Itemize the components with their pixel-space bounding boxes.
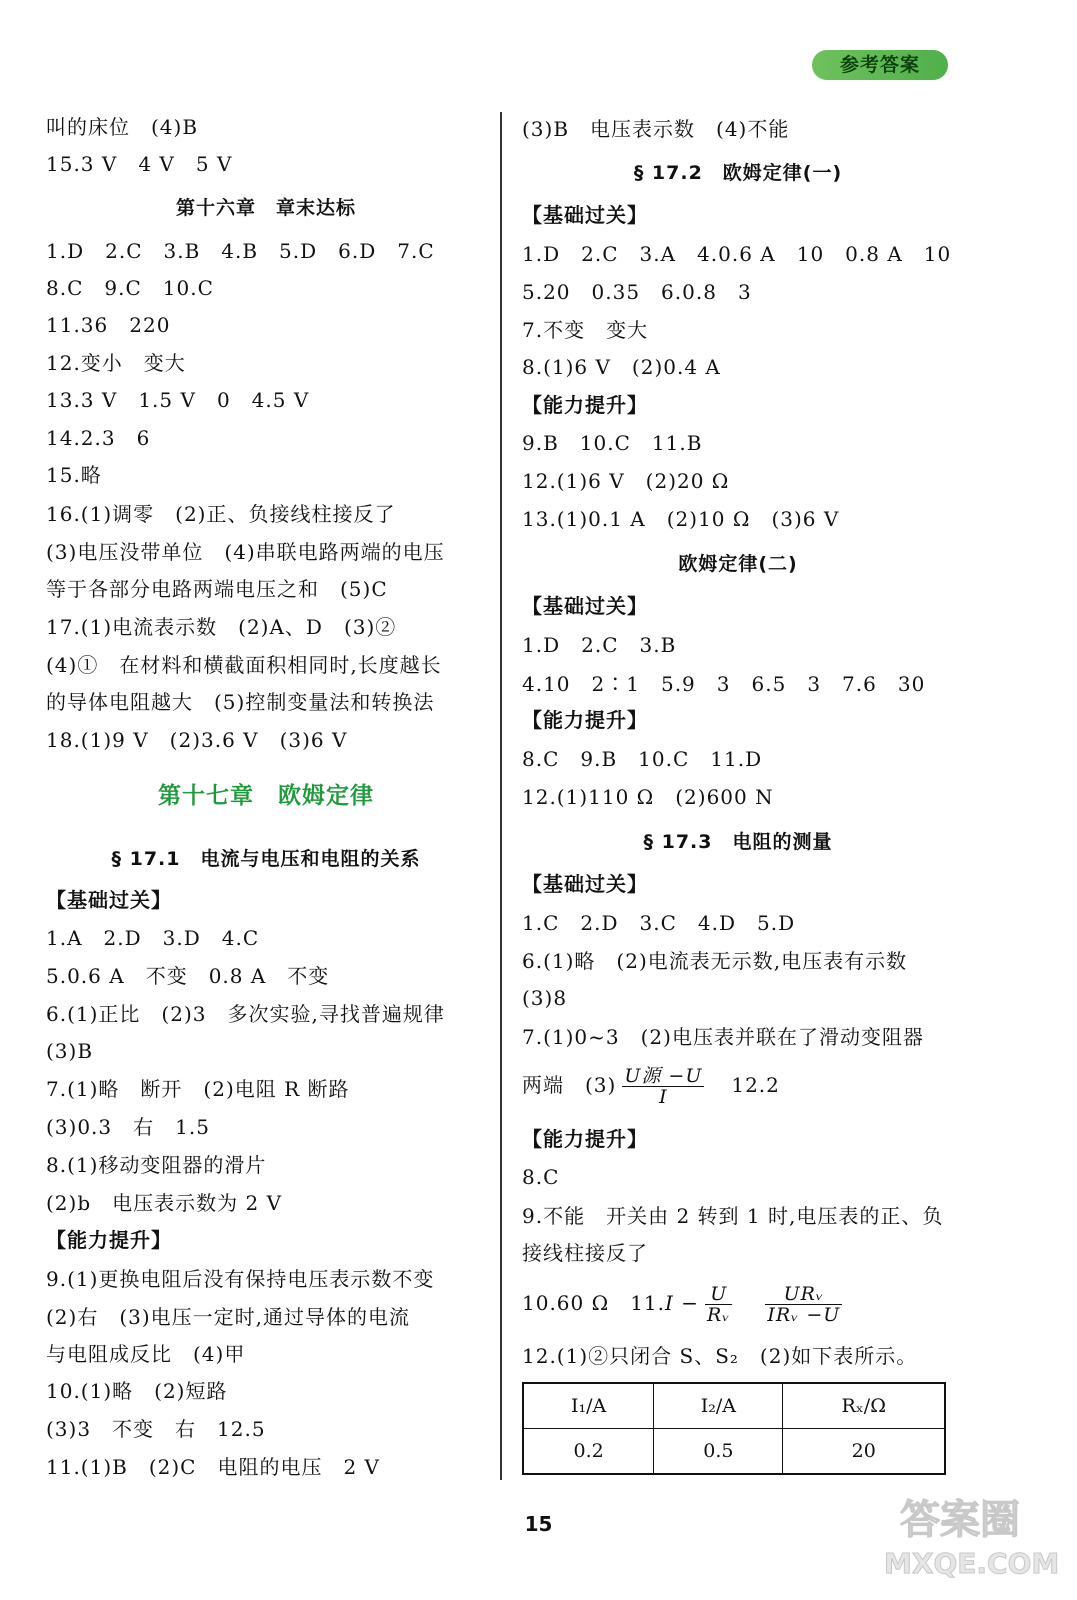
chapter16-review-heading: 第十六章 章末达标: [175, 197, 356, 219]
fraction: [622, 1066, 704, 1107]
answer-key-badge: 参考答案: [812, 50, 948, 80]
answer-line: 8.C 9.C 10.C: [46, 276, 214, 300]
watermark-text-bottom: MXQE.COM: [884, 1547, 1060, 1580]
answer-line: (4)① 在材料和横截面积相同时,长度越长: [46, 653, 442, 677]
table-header-i2: I₂/A: [654, 1383, 783, 1429]
answer-line: (2)b 电压表示数为 2 V: [46, 1191, 283, 1215]
answer-line: 叫的床位 (4)B: [46, 115, 199, 139]
advanced-section-label: 【能力提升】: [46, 1228, 172, 1252]
advanced-section-label: 【能力提升】: [522, 393, 648, 417]
answer-line: 13.3 V 1.5 V 0 4.5 V: [46, 388, 310, 412]
answer-line: 8.(1)移动变阻器的滑片: [46, 1153, 267, 1177]
answer-line: (3)B: [46, 1039, 94, 1063]
formula-line-11: [522, 1280, 848, 1326]
answer-line: 12.(1)②只闭合 S、S₂ (2)如下表所示。: [522, 1344, 918, 1368]
answer-line: 10.(1)略 (2)短路: [46, 1379, 228, 1403]
fraction-denominator: Rᵥ: [707, 1304, 731, 1326]
answer-line: 13.(1)0.1 A (2)10 Ω (3)6 V: [522, 507, 840, 531]
answer-line: (3)电压没带单位 (4)串联电路两端的电压: [46, 540, 445, 564]
answer-line: 1.C 2.D 3.C 4.D 5.D: [522, 911, 796, 935]
answer-line: 15.3 V 4 V 5 V: [46, 152, 233, 176]
answer-line: 8.(1)6 V (2)0.4 A: [522, 355, 721, 379]
answer-line: 的导体电阻越大 (5)控制变量法和转换法: [46, 690, 435, 714]
table-cell: 0.2: [523, 1429, 654, 1475]
answer-line: 11.36 220: [46, 313, 171, 337]
answer-line: 7.(1)0~3 (2)电压表并联在了滑动变阻器: [522, 1025, 924, 1049]
answer-line: 5.20 0.35 6.0.8 3: [522, 280, 752, 304]
answer-line: 4.10 2∶1 5.9 3 6.5 3 7.6 30: [522, 672, 926, 696]
formula-suffix: 12.2: [731, 1073, 780, 1097]
answer-line: (2)右 (3)电压一定时,通过导体的电流: [46, 1305, 411, 1329]
basic-section-label: 【基础过关】: [522, 594, 648, 618]
section-17-3-heading: § 17.3 电阻的测量: [643, 831, 833, 853]
fraction: [705, 1284, 732, 1325]
fraction-numerator: U源 −U: [624, 1065, 703, 1087]
answer-line: 1.D 2.C 3.B: [522, 633, 677, 657]
watermark-text-top: 答案圈: [900, 1497, 1020, 1543]
answer-line: 9.(1)更换电阻后没有保持电压表示数不变: [46, 1267, 435, 1291]
page-number: 15: [524, 1512, 553, 1536]
answer-line: 7.不变 变大: [522, 318, 649, 342]
table-cell: 0.5: [654, 1429, 783, 1475]
column-divider: [500, 112, 502, 1480]
answer-line: 6.(1)正比 (2)3 多次实验,寻找普遍规律: [46, 1002, 445, 1026]
answer-line: (3)0.3 右 1.5: [46, 1115, 210, 1139]
answer-line: 11.(1)B (2)C 电阻的电压 2 V: [46, 1455, 380, 1479]
answer-line: 1.D 2.C 3.A 4.0.6 A 10 0.8 A 10: [522, 242, 952, 266]
watermark-logo: [880, 1478, 1060, 1588]
answer-line: 9.不能 开关由 2 转到 1 时,电压表的正、负: [522, 1204, 944, 1228]
answer-line: 7.(1)略 断开 (2)电阻 R 断路: [46, 1077, 350, 1101]
formula-prefix: 10.60 Ω 11.: [522, 1291, 666, 1315]
answer-line: 16.(1)调零 (2)正、负接线柱接反了: [46, 502, 396, 526]
fraction-denominator: I: [659, 1086, 668, 1108]
fraction-denominator: IRᵥ −U: [767, 1304, 841, 1326]
answer-line: 1.D 2.C 3.B 4.B 5.D 6.D 7.C: [46, 239, 435, 263]
formula-line-resistance: [522, 1062, 780, 1108]
section-17-2-heading: § 17.2 欧姆定律(一): [633, 162, 843, 184]
basic-section-label: 【基础过关】: [46, 888, 172, 912]
answer-line: 17.(1)电流表示数 (2)A、D (3)②: [46, 615, 397, 639]
answer-line: 5.0.6 A 不变 0.8 A 不变: [46, 964, 330, 988]
answer-line: (3)8: [522, 986, 568, 1010]
table-cell: 20: [783, 1429, 945, 1475]
answer-line: 12.(1)110 Ω (2)600 N: [522, 785, 774, 809]
answer-line: 14.2.3 6: [46, 426, 151, 450]
ohms-law-2-heading: 欧姆定律(二): [678, 553, 798, 575]
section-17-1-heading: § 17.1 电流与电压和电阻的关系: [111, 848, 421, 870]
measurement-table: [522, 1382, 946, 1475]
answer-line: (3)3 不变 右 12.5: [46, 1417, 266, 1441]
basic-section-label: 【基础过关】: [522, 203, 648, 227]
advanced-section-label: 【能力提升】: [522, 1127, 648, 1151]
answer-line: 9.B 10.C 11.B: [522, 431, 703, 455]
chapter17-title: 第十七章 欧姆定律: [158, 783, 374, 809]
answer-line: 18.(1)9 V (2)3.6 V (3)6 V: [46, 728, 348, 752]
answer-line: 6.(1)略 (2)电流表无示数,电压表有示数: [522, 949, 908, 973]
formula-prefix: 两端 (3): [522, 1073, 617, 1097]
basic-section-label: 【基础过关】: [522, 872, 648, 896]
answer-line: 接线柱接反了: [522, 1241, 648, 1265]
table-header-row: [523, 1383, 945, 1429]
answer-line: 1.A 2.D 3.D 4.C: [46, 926, 260, 950]
formula-lead: I −: [665, 1291, 700, 1315]
answer-line: 8.C 9.B 10.C 11.D: [522, 747, 763, 771]
answer-line: 8.C: [522, 1165, 560, 1189]
table-row: [523, 1429, 945, 1475]
answer-line: 15.略: [46, 463, 102, 487]
fraction-numerator: U: [705, 1284, 732, 1305]
table-header-rx: Rₓ/Ω: [783, 1383, 945, 1429]
fraction-numerator: URᵥ: [765, 1284, 842, 1305]
advanced-section-label: 【能力提升】: [522, 708, 648, 732]
answer-line: 等于各部分电路两端电压之和 (5)C: [46, 577, 388, 601]
answer-line: 12.变小 变大: [46, 351, 186, 375]
table-header-i1: I₁/A: [523, 1383, 654, 1429]
fraction: [765, 1284, 842, 1325]
answer-line: (3)B 电压表示数 (4)不能: [522, 117, 790, 141]
answer-line: 与电阻成反比 (4)甲: [46, 1342, 246, 1366]
answer-line: 12.(1)6 V (2)20 Ω: [522, 469, 730, 493]
